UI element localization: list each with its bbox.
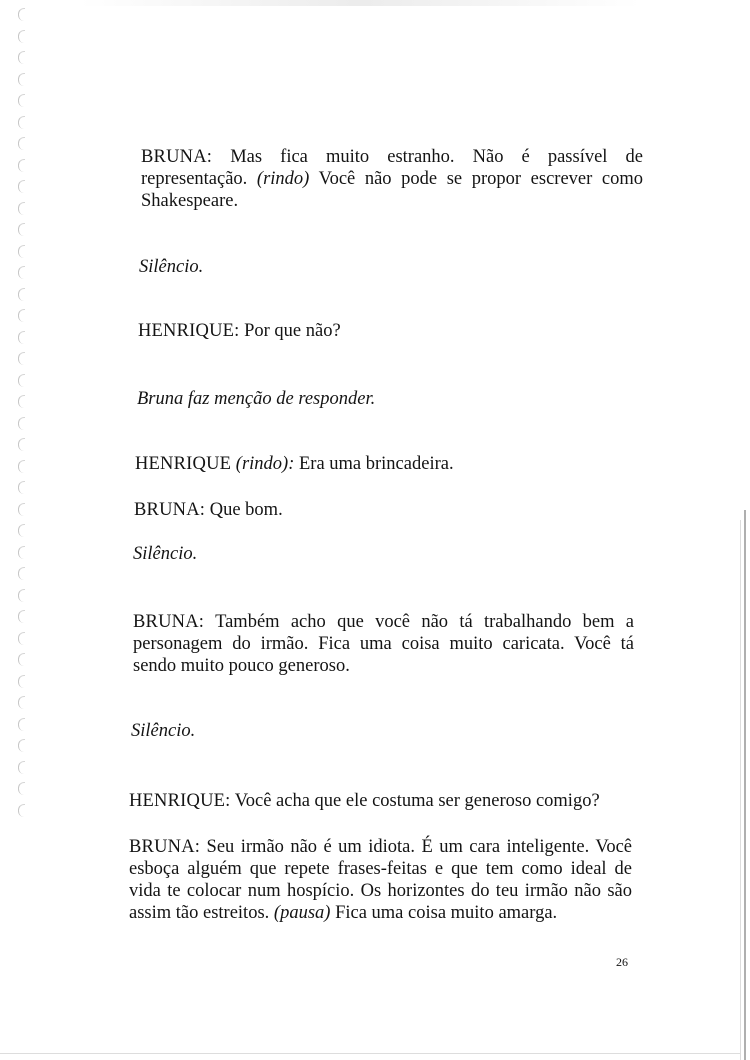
binding-hole-mark: [18, 288, 25, 301]
binding-hole-mark: [18, 610, 25, 623]
dialogue-bruna-2: [134, 499, 639, 521]
speaker-label: HENRIQUE:: [138, 321, 240, 341]
binding-holes: [12, 8, 34, 828]
dialogue-text: Fica uma coisa muito amarga.: [330, 903, 558, 923]
binding-hole-mark: [18, 782, 25, 795]
binding-hole-mark: [18, 116, 25, 129]
speaker-label: BRUNA:: [129, 837, 201, 857]
binding-hole-mark: [18, 352, 25, 365]
dialogue-bruna-1: [141, 146, 643, 212]
binding-hole-mark: [18, 94, 25, 107]
binding-hole-mark: [18, 331, 25, 344]
dialogue-text: Mas fica muito estranho. Não é passível de representação.: [141, 147, 643, 189]
binding-hole-mark: [18, 567, 25, 580]
binding-hole-mark: [18, 30, 25, 43]
page-number: 26: [616, 955, 628, 969]
scan-artifact-right-edge-faint: [740, 520, 741, 1060]
dialogue-text: Seu irmão não é um idiota. É um cara inteligente. Você esboça alguém que repete frases-feitas e que tem como ideal de vida te colocar num hospício. Os horizontes do teu irmão não são assim tão estreitos.: [129, 837, 632, 923]
binding-hole-mark: [18, 202, 25, 215]
dialogue-text: Era uma brincadeira.: [294, 454, 454, 474]
binding-hole-mark: [18, 159, 25, 172]
binding-hole-mark: [18, 51, 25, 64]
dialogue-text: Também acho que você não tá trabalhando bem a personagem do irmão. Fica uma coisa muito caricata. Você tá sendo muito pouco generoso.: [133, 612, 634, 676]
dialogue-henrique-2: [135, 453, 640, 475]
binding-hole-mark: [18, 546, 25, 559]
dialogue-henrique-1: [138, 320, 643, 342]
binding-hole-mark: [18, 589, 25, 602]
dialogue-henrique-3: [129, 790, 639, 812]
dialogue-text: Você acha que ele costuma ser generoso comigo?: [230, 791, 600, 811]
stage-direction-silencio-1: Silêncio.: [139, 257, 204, 277]
binding-hole-mark: [18, 245, 25, 258]
binding-hole-mark: [18, 438, 25, 451]
binding-hole-mark: [18, 696, 25, 709]
dialogue-bruna-3: [133, 611, 634, 677]
dialogue-text: Que bom.: [205, 500, 283, 520]
binding-hole-mark: [18, 804, 25, 817]
binding-hole-mark: [18, 180, 25, 193]
binding-hole-mark: [18, 417, 25, 430]
binding-hole-mark: [18, 460, 25, 473]
scan-artifact-top: [80, 0, 640, 6]
stage-direction-bruna-responder: Bruna faz menção de responder.: [137, 389, 376, 409]
binding-hole-mark: [18, 761, 25, 774]
binding-hole-mark: [18, 374, 25, 387]
binding-hole-mark: [18, 73, 25, 86]
stage-direction-inline: (pausa): [273, 903, 331, 923]
binding-hole-mark: [18, 8, 25, 21]
binding-hole-mark: [18, 309, 25, 322]
speaker-label: BRUNA:: [133, 612, 205, 632]
stage-direction-silencio-3: Silêncio.: [131, 721, 196, 741]
dialogue-text: Você não pode se propor escrever como Shakespeare.: [141, 169, 643, 211]
binding-hole-mark: [18, 718, 25, 731]
binding-hole-mark: [18, 675, 25, 688]
speaker-label: HENRIQUE: [135, 454, 232, 474]
speaker-label: HENRIQUE:: [129, 791, 231, 811]
dialogue-text: Por que não?: [239, 321, 341, 341]
scan-artifact-bottom: [0, 1053, 740, 1054]
binding-hole-mark: [18, 524, 25, 537]
stage-direction-inline: (rindo): [256, 169, 310, 189]
stage-direction-inline: (rindo):: [235, 454, 295, 474]
binding-hole-mark: [18, 266, 25, 279]
stage-direction-silencio-2: Silêncio.: [133, 544, 198, 564]
binding-hole-mark: [18, 503, 25, 516]
binding-hole-mark: [18, 395, 25, 408]
binding-hole-mark: [18, 632, 25, 645]
binding-hole-mark: [18, 223, 25, 236]
dialogue-bruna-4: [129, 836, 632, 924]
scan-artifact-right-edge: [744, 510, 746, 1060]
binding-hole-mark: [18, 653, 25, 666]
binding-hole-mark: [18, 481, 25, 494]
binding-hole-mark: [18, 137, 25, 150]
speaker-label: BRUNA:: [141, 147, 213, 167]
binding-hole-mark: [18, 739, 25, 752]
speaker-label: BRUNA:: [134, 500, 206, 520]
